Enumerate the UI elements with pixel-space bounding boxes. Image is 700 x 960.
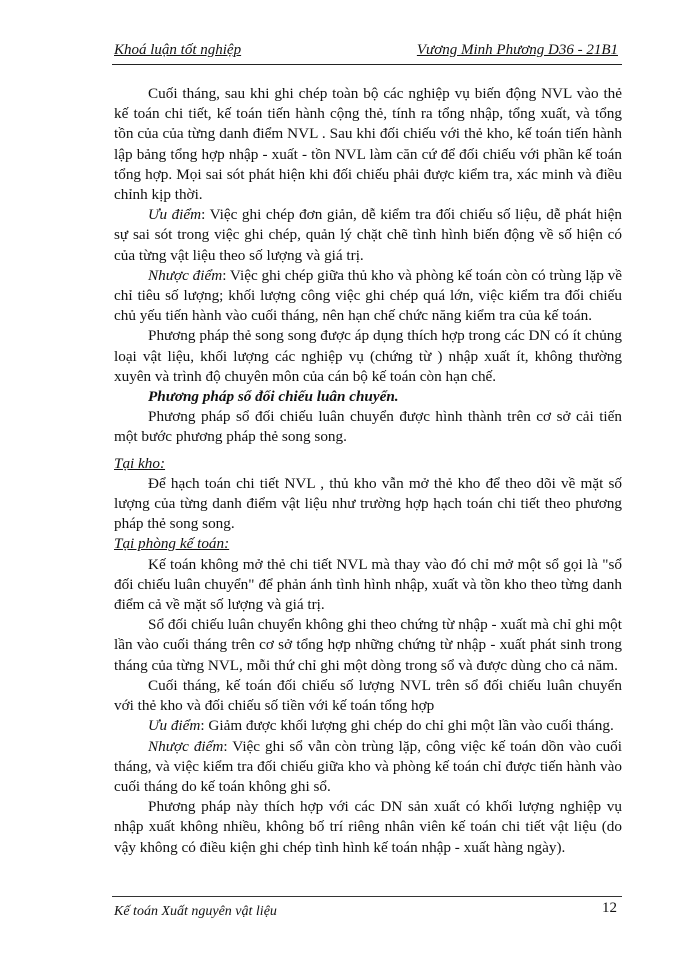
subheading-kho: Tại kho: [114,454,166,472]
header-author: Vương Minh Phương D36 - 21B1 [416,42,618,58]
paragraph: Nhược điểm: Việc ghi chép giữa thủ kho và phòng kế toán còn có trùng lặp về chỉ tiêu số lượng; khối lượng công việc ghi chép quá lớn, việc kiểm tra đối chiếu chủ yếu tiến hành vào cuối tháng, nên hạn chế chức năng kiểm tra của kế toán. [114,266,622,325]
paragraph: Sổ đối chiếu luân chuyển không ghi theo chứng từ nhập - xuất mà chỉ ghi một lần vào cuối tháng trên cơ sở tổng hợp những chứng từ nhập - xuất phát sinh trong tháng của từng NVL, mỗi thứ chỉ ghi một dòng trong sổ và được dùng cho cả năm. [114,616,622,674]
paragraph: Cuối tháng, kế toán đối chiếu số lượng NVL trên sổ đối chiếu luân chuyển với thẻ kho và đối chiếu số tiền với kế toán tổng hợp [114,676,622,715]
paragraph: Nhược điểm: Việc ghi sổ vẫn còn trùng lặp, công việc kế toán dồn vào cuối tháng, và việc kiểm tra đối chiếu giữa kho và phòng kế toán chỉ được tiến hành vào cuối tháng do kế toán không ghi sổ. [114,737,622,795]
paragraph: Phương pháp thẻ song song được áp dụng thích hợp trong các DN có ít chủng loại vật liệu, khối lượng các nghiệp vụ (chứng từ ) nhập xuất ít, không thường xuyên và trình độ chuyên môn của cán bộ kế toán còn hạn chế. [114,327,622,385]
header-thesis-title: Khoá luận tốt nghiệp [114,42,242,58]
footer-divider [112,896,622,897]
paragraph: Ưu điểm: Việc ghi chép đơn giản, dễ kiểm tra đối chiếu số liệu, dễ phát hiện sự sai sót trong việc ghi chép, quản lý chặt chẽ tình hình biến động về số hiện có của từng vật liệu theo số lượng và giá trị. [114,206,622,264]
paragraph: Cuối tháng, sau khi ghi chép toàn bộ các nghiệp vụ biến động NVL vào thẻ kế toán chi tiết, kế toán tiến hành cộng thẻ, tính ra tổng nhập, tổng xuất, và tổng tồn của của từng danh điểm NVL . Sau khi đối chiếu với thẻ kho, kế toán tiến hành lập bảng tổng hợp nhập - xuất - tồn NVL làm căn cứ để đối chiếu với phần kế toán tổng hợp. Mọi sai sót phát hiện khi đối chiếu phải được kiểm tra, xác minh và điều chỉnh kịp thời. [114,85,622,204]
paragraph: Phương pháp này thích hợp với các DN sản xuất có khối lượng nghiệp vụ nhập xuất không nhiều, không bố trí riêng nhân viên kế toán chi tiết vật liệu (do vậy không có điều kiện ghi chép tình hình kế toán nhập - xuất hàng ngày). [114,798,622,856]
subheading-phong-ke-toan: Tại phòng kế toán: [114,535,230,553]
page-number: 12 [602,900,617,916]
page-body [114,84,622,858]
paragraph: Kế toán không mở thẻ chi tiết NVL mà thay vào đó chỉ mở một sổ gọi là "sổ đối chiếu luân chuyển" để phản ánh tình hình nhập, xuất và tồn kho theo từng danh điểm cả về mặt số lượng và giá trị. [114,555,622,614]
paragraph: Phương pháp sổ đối chiếu luân chuyển được hình thành trên cơ sở cải tiến một bước phương pháp thẻ song song. [114,408,622,446]
paragraph: Để hạch toán chi tiết NVL , thủ kho vẫn mở thẻ kho để theo dõi về mặt số lượng của từng danh điểm vật liệu như trường hợp hạch toán chi tiết theo phương pháp thẻ song song. [114,474,622,533]
section-heading: Phương pháp sổ đối chiếu luân chuyển. [148,388,399,406]
paragraph: Ưu điểm: Giảm được khối lượng ghi chép do chỉ ghi một lần vào cuối tháng. [148,717,614,735]
page-header [112,38,622,65]
footer-subject: Kế toán Xuất nguyên vật liệu [114,904,277,919]
